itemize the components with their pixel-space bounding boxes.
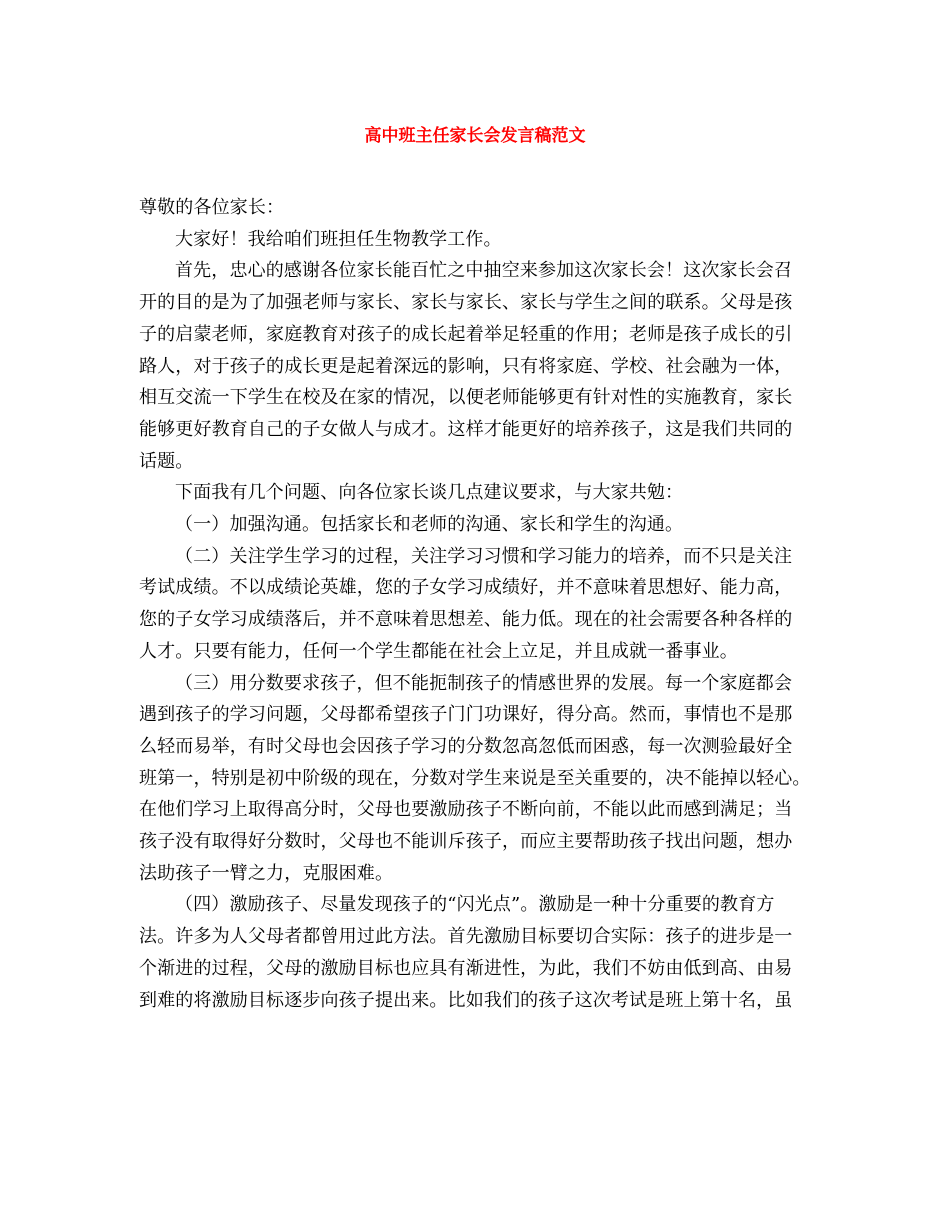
document-title: 高中班主任家长会发言稿范文 <box>364 126 586 146</box>
paragraph-line: 开的目的是为了加强老师与家长、家长与家长、家长与学生之间的联系。父母是孩 <box>139 292 793 314</box>
paragraph <box>139 668 829 890</box>
paragraph-line: （一）加强沟通。包括家长和老师的沟通、家长和学生的沟通。 <box>175 514 684 536</box>
paragraph-list <box>139 224 829 1017</box>
paragraph-line: 路人，对于孩子的成长更是起着深远的影响，只有将家庭、学校、社会融为一体， <box>139 355 793 377</box>
paragraph-line: 首先，忠心的感谢各位家长能百忙之中抽空来参加这次家长会！这次家长会召 <box>175 260 793 282</box>
paragraph-line: 孩子没有取得好分数时，父母也不能训斥孩子，而应主要帮助孩子找出问题，想办 <box>139 831 793 853</box>
paragraph <box>139 541 829 668</box>
paragraph-line: 遇到孩子的学习问题，父母都希望孩子门门功课好，得分高。然而，事情也不是那 <box>139 704 793 726</box>
paragraph-line: 您的子女学习成绩落后，并不意味着思想差、能力低。现在的社会需要各种各样的 <box>139 609 793 631</box>
paragraph-line: 相互交流一下学生在校及在家的情况，以便老师能够更有针对性的实施教育，家长 <box>139 387 793 409</box>
paragraph-line: 大家好！我给咱们班担任生物教学工作。 <box>175 228 502 250</box>
paragraph-line: （四）激励孩子、尽量发现孩子的“闪光点”。激励是一种十分重要的教育方 <box>175 894 775 916</box>
paragraph-line: （二）关注学生学习的过程，关注学习习惯和学习能力的培养，而不只是关注 <box>175 545 793 567</box>
paragraph-line: 班第一，特别是初中阶级的现在，分数对学生来说是至关重要的，决不能掉以轻心。 <box>139 767 811 789</box>
paragraph-line: 法助孩子一臂之力，克服困难。 <box>139 862 394 884</box>
paragraph-line: 人才。只要有能力，任何一个学生都能在社会上立足，并且成就一番事业。 <box>139 640 738 662</box>
paragraph-line: 么轻而易举，有时父母也会因孩子学习的分数忽高忽低而困惑，每一次测验最好全 <box>139 735 793 757</box>
paragraph-line: 考试成绩。不以成绩论英雄，您的子女学习成绩好，并不意味着思想好、能力高， <box>139 577 793 599</box>
paragraph-line: 子的启蒙老师，家庭教育对孩子的成长起着举足轻重的作用；老师是孩子成长的引 <box>139 323 793 345</box>
paragraph-line: 在他们学习上取得高分时，父母也要激励孩子不断向前，不能以此而感到满足；当 <box>139 799 793 821</box>
document-body <box>139 192 829 1016</box>
paragraph-line: 到难的将激励目标逐步向孩子提出来。比如我们的孩子这次考试是班上第十名，虽 <box>139 989 793 1011</box>
paragraph <box>139 477 829 509</box>
paragraph-line: 下面我有几个问题、向各位家长谈几点建议要求，与大家共勉： <box>175 482 684 504</box>
paragraph <box>139 509 829 541</box>
paragraph-line: （三）用分数要求孩子，但不能扼制孩子的情感世界的发展。每一个家庭都会 <box>175 672 793 694</box>
paragraph-line: 个渐进的过程，父母的激励目标也应具有渐进性，为此，我们不妨由低到高、由易 <box>139 957 793 979</box>
paragraph-line: 话题。 <box>139 450 194 472</box>
salutation: 尊敬的各位家长： <box>139 197 285 218</box>
paragraph <box>139 224 829 256</box>
paragraph <box>139 889 829 1016</box>
paragraph <box>139 255 829 477</box>
paragraph-line: 法。许多为人父母者都曾用过此方法。首先激励目标要切合实际：孩子的进步是一 <box>139 926 793 948</box>
paragraph-line: 能够更好教育自己的子女做人与成才。这样才能更好的培养孩子，这是我们共同的 <box>139 418 793 440</box>
